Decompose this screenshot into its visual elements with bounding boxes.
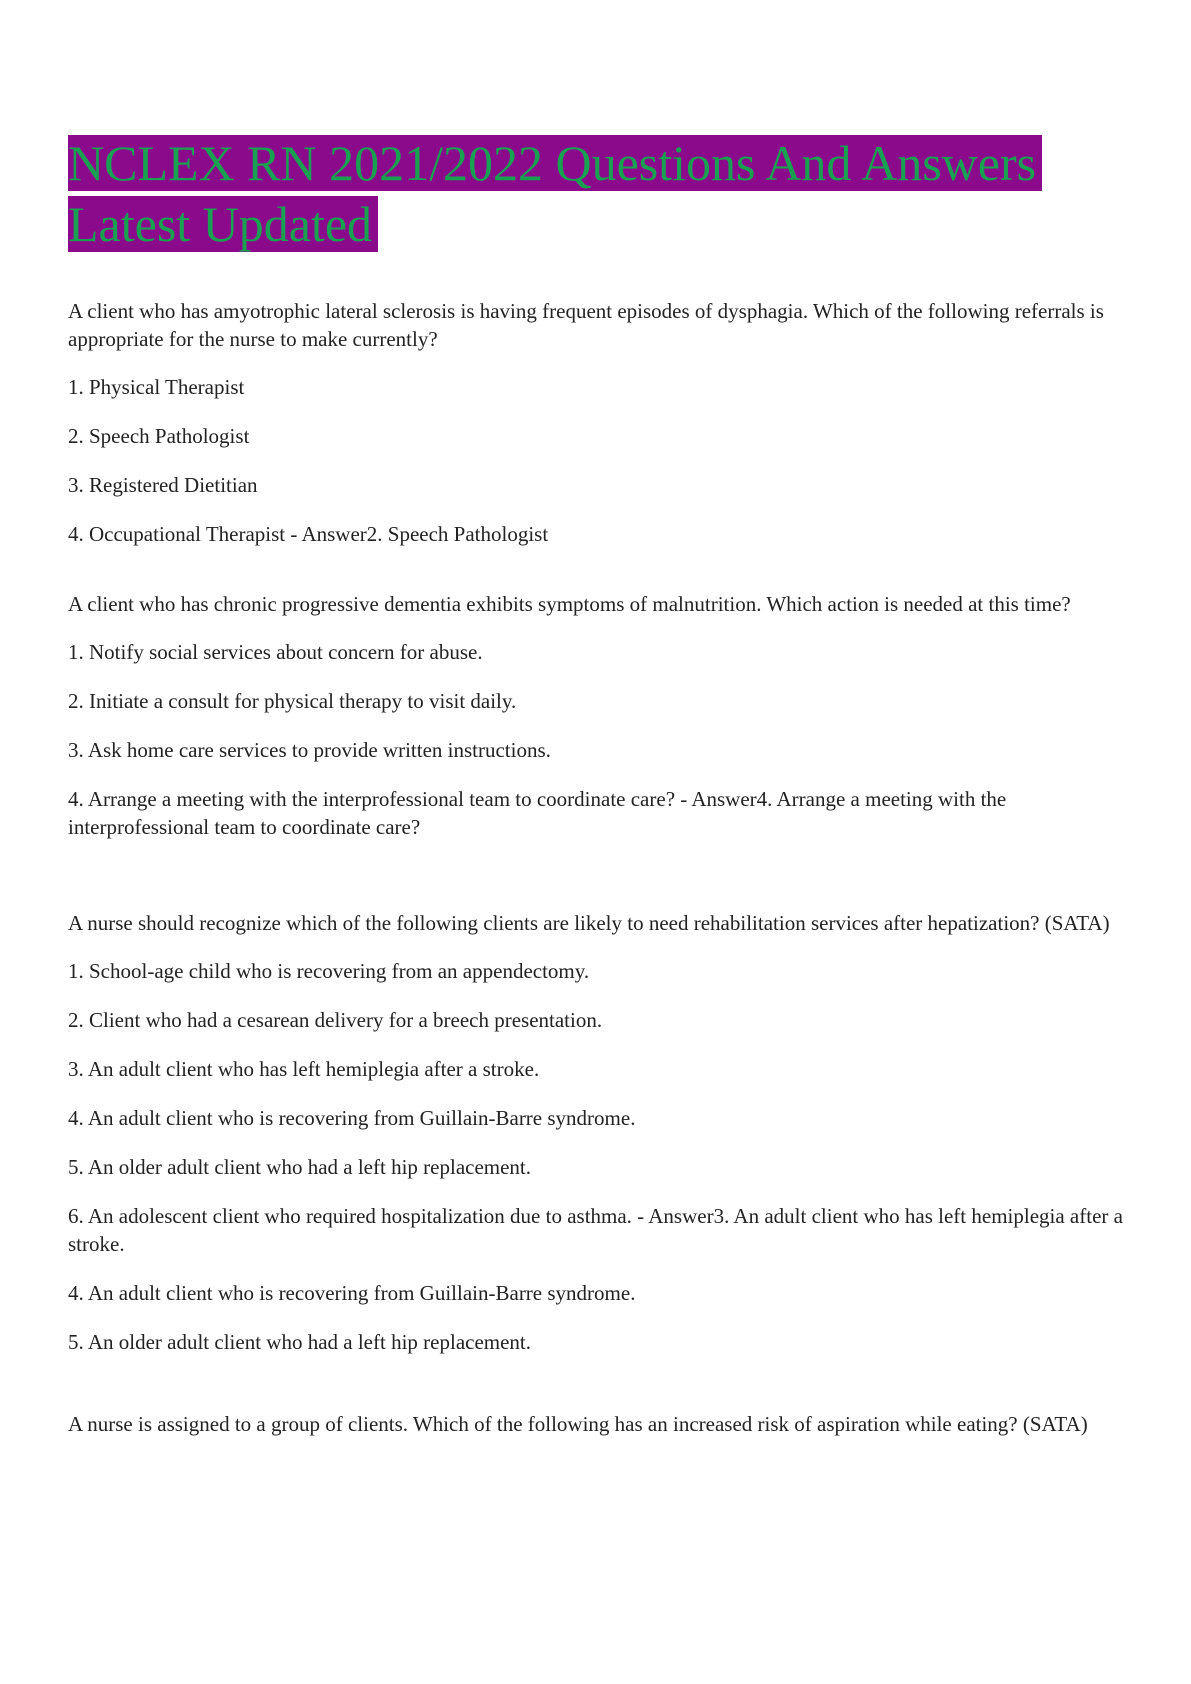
answer-option: 5. An older adult client who had a left hip replacement. [68, 1155, 532, 1179]
question-stem: A client who has amyotrophic lateral sclerosis is having frequent episodes of dysphagia. Which of the following referrals is appropriate for the nurse to make currently? [68, 299, 1104, 351]
question-3 [68, 909, 1128, 1377]
answer-option: 3. Registered Dietitian [68, 473, 258, 497]
document-title-text: NCLEX RN 2021/2022 Questions And Answers Latest Updated [68, 135, 1042, 252]
answer-option: 1. Notify social services about concern for abuse. [68, 640, 483, 664]
question-stem: A nurse should recognize which of the following clients are likely to need rehabilitation services after hepatization? (SATA) [68, 911, 1110, 935]
answer-option: 2. Initiate a consult for physical therapy to visit daily. [68, 689, 517, 713]
question-1 [68, 297, 1128, 569]
answer-option: 6. An adolescent client who required hospitalization due to asthma. - Answer3. An adult client who has left hemiplegia after a stroke. [68, 1204, 1123, 1256]
answer-option: 3. An adult client who has left hemiplegia after a stroke. [68, 1057, 540, 1081]
answer-option: 1. Physical Therapist [68, 375, 245, 399]
question-2 [68, 590, 1128, 862]
answer-option: 3. Ask home care services to provide written instructions. [68, 738, 551, 762]
answer-option: 4. An adult client who is recovering from Guillain-Barre syndrome. [68, 1106, 636, 1130]
answer-option: 4. An adult client who is recovering from Guillain-Barre syndrome. [68, 1281, 636, 1305]
answer-option: 1. School-age child who is recovering from an appendectomy. [68, 959, 590, 983]
answer-option: 4. Arrange a meeting with the interprofessional team to coordinate care? - Answer4. Arrange a meeting with the interprofessional team to coordinate care? [68, 787, 1007, 839]
answer-option: 4. Occupational Therapist - Answer2. Speech Pathologist [68, 522, 549, 546]
answer-option: 2. Speech Pathologist [68, 424, 250, 448]
document-title [68, 133, 1128, 255]
question-stem: A client who has chronic progressive dementia exhibits symptoms of malnutrition. Which action is needed at this time? [68, 592, 1071, 616]
question-stem: A nurse is assigned to a group of clients. Which of the following has an increased risk of aspiration while eating? (SATA) [68, 1412, 1088, 1436]
answer-option: 5. An older adult client who had a left hip replacement. [68, 1330, 532, 1354]
answer-option: 2. Client who had a cesarean delivery for a breech presentation. [68, 1008, 603, 1032]
question-4 [68, 1410, 1128, 1458]
